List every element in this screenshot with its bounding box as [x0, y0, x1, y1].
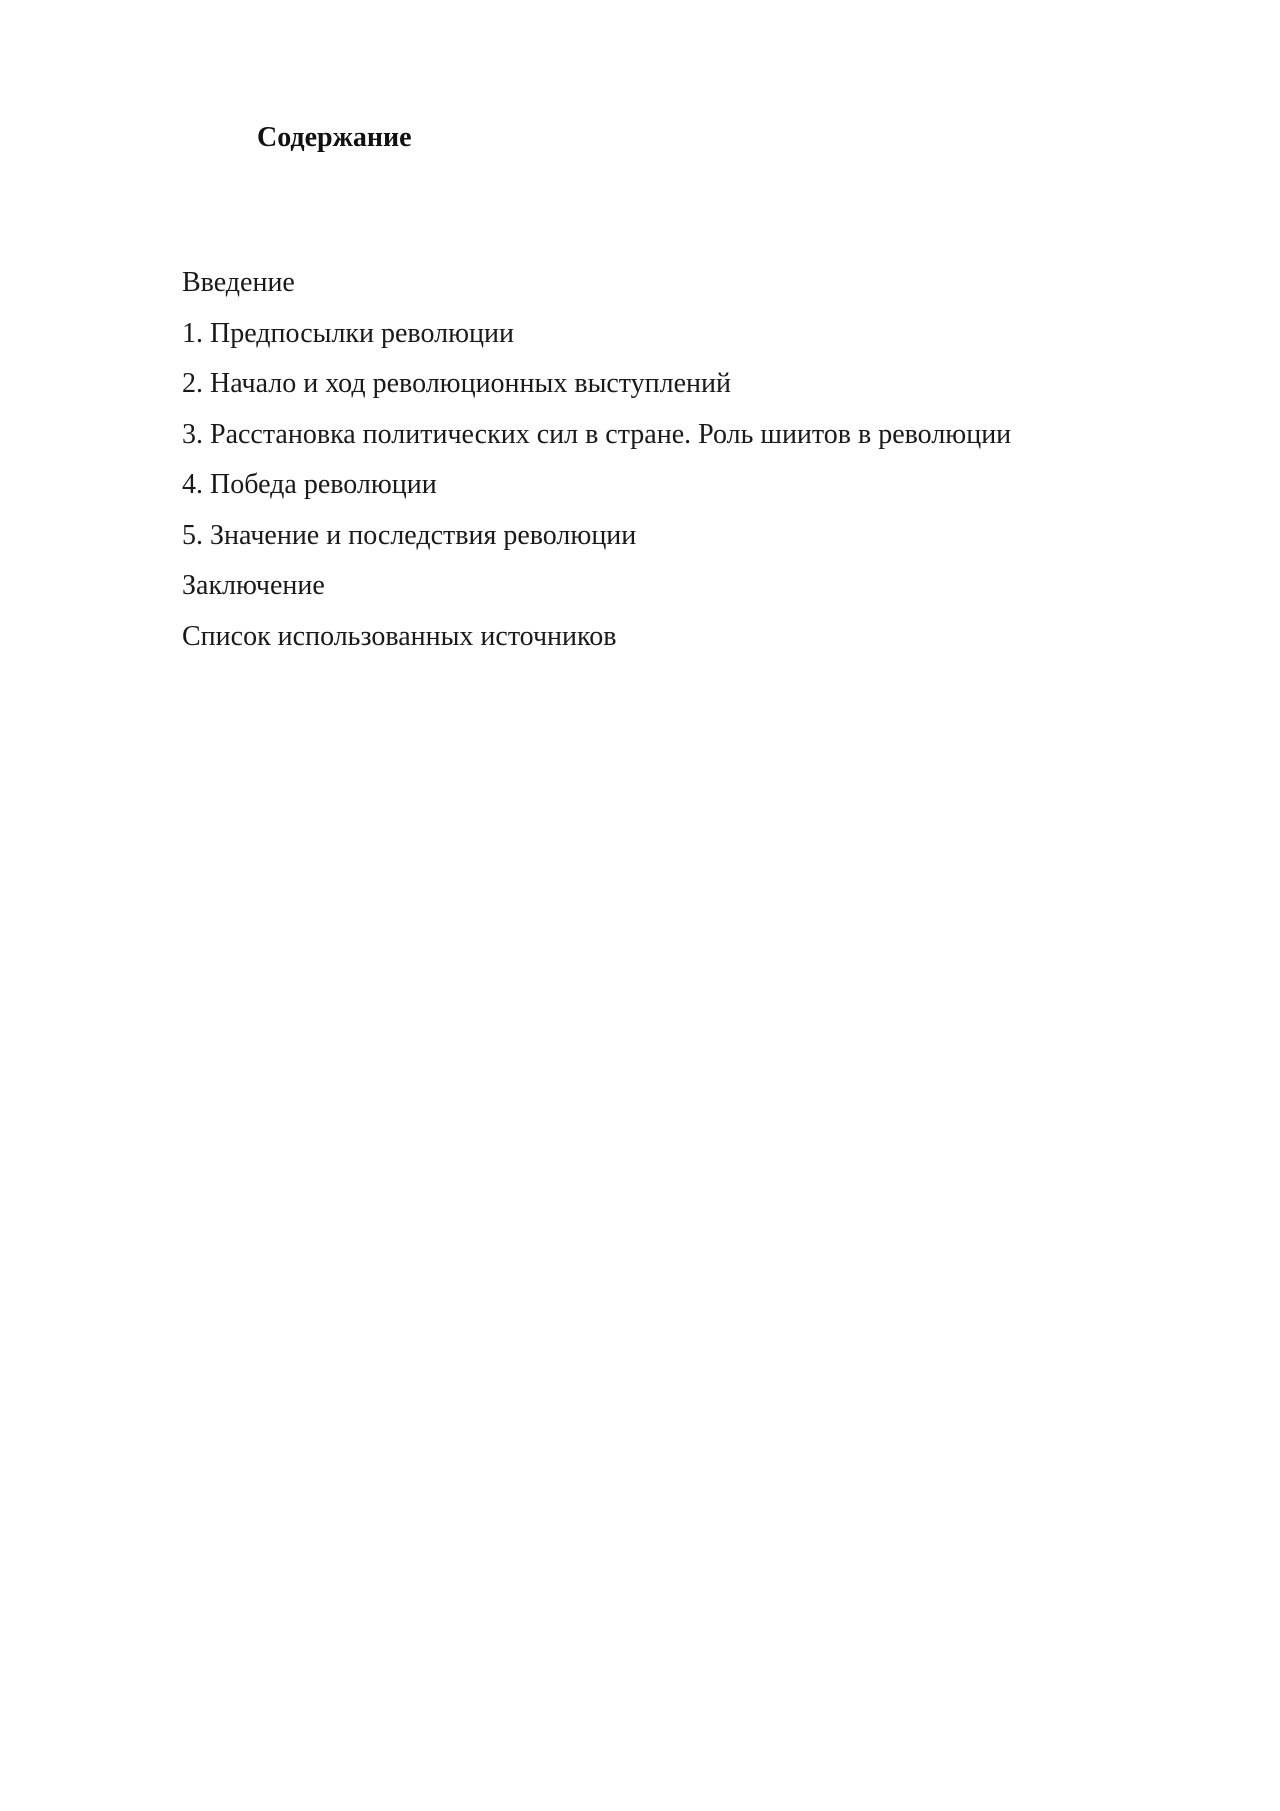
toc-item-references[interactable]: Список использованных источников — [182, 620, 617, 652]
toc-item-chapter-1[interactable]: 1. Предпосылки революции — [182, 317, 514, 349]
page-title: Содержание — [257, 122, 412, 153]
toc-item-conclusion[interactable]: Заключение — [182, 570, 325, 601]
toc-item-introduction[interactable]: Введение — [182, 267, 295, 298]
toc-item-chapter-5[interactable]: 5. Значение и последствия революции — [182, 519, 637, 551]
table-of-contents — [182, 258, 1011, 662]
toc-item-chapter-2[interactable]: 2. Начало и ход революционных выступлений — [182, 368, 732, 399]
toc-item-chapter-3[interactable]: 3. Расстановка политических сил в стране. Роль шиитов в революции — [182, 418, 1012, 450]
toc-item-chapter-4[interactable]: 4. Победа революции — [182, 469, 437, 500]
